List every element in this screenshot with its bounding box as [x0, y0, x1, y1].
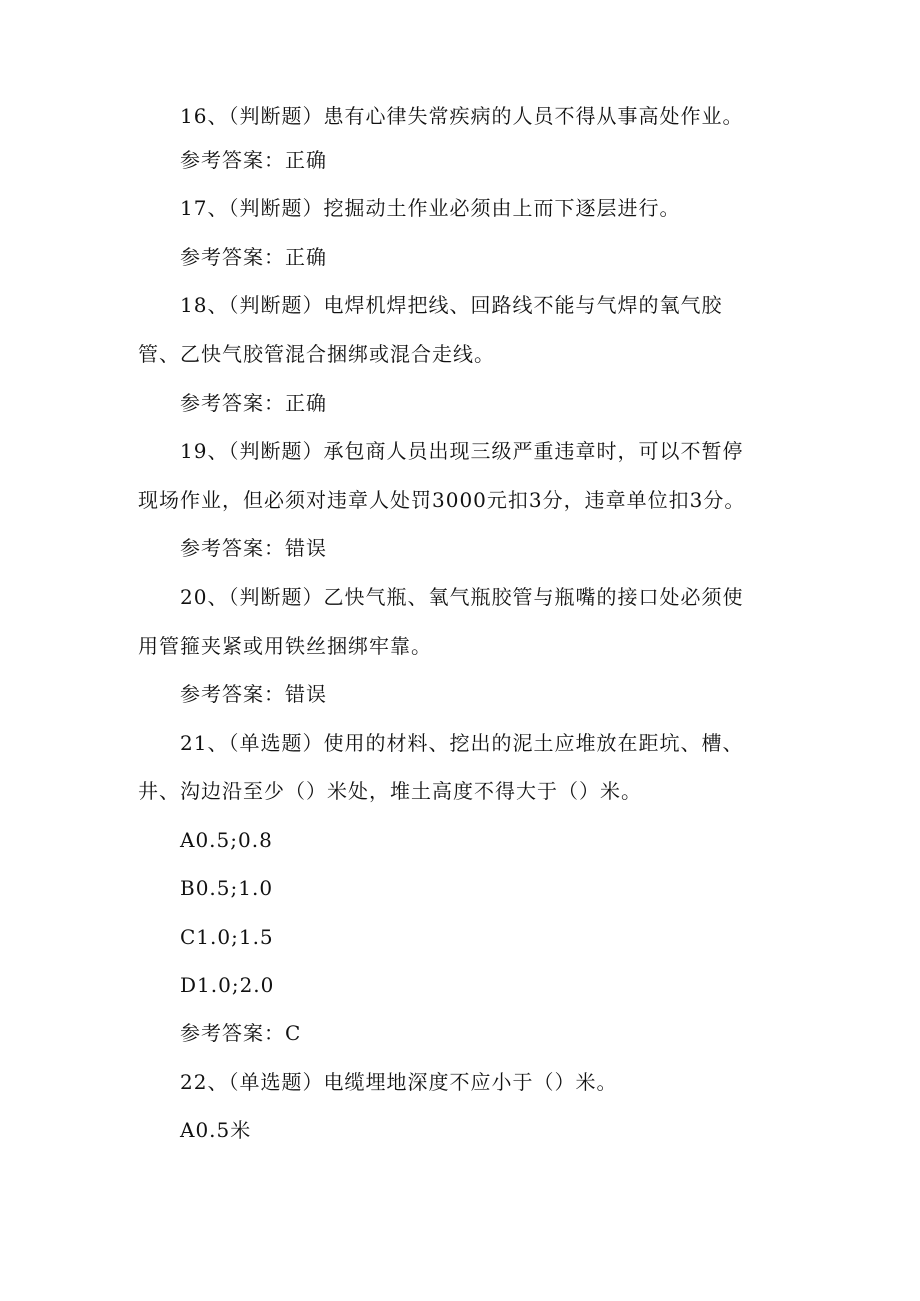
question-19-text-continued: 现场作业，但必须对违章人处罚3000元扣3分，违章单位扣3分。	[138, 488, 746, 512]
question-17-text: 17、（判断题）挖掘动土作业必须由上而下逐层进行。	[180, 196, 681, 220]
question-16-text: 16、（判断题）患有心律失常疾病的人员不得从事高处作业。	[180, 104, 744, 128]
option-a: A0.5米	[180, 1118, 252, 1142]
question-20-text: 20、（判断题）乙快气瓶、氧气瓶胶管与瓶嘴的接口处必须使	[180, 585, 744, 609]
answer-19: 参考答案：错误	[180, 536, 327, 560]
question-19-text: 19、（判断题）承包商人员出现三级严重违章时，可以不暂停	[180, 439, 744, 463]
question-18-text: 18、（判断题）电焊机焊把线、回路线不能与气焊的氧气胶	[180, 293, 723, 317]
answer-21: 参考答案：C	[180, 1021, 302, 1045]
answer-20: 参考答案：错误	[180, 682, 327, 706]
option-b: B0.5;1.0	[180, 876, 274, 900]
option-a: A0.5;0.8	[180, 828, 273, 852]
question-22-text: 22、（单选题）电缆埋地深度不应小于（）米。	[180, 1070, 618, 1094]
question-21-text-continued: 井、沟边沿至少（）米处，堆土高度不得大于（）米。	[138, 779, 642, 803]
question-20-text-continued: 用管箍夹紧或用铁丝捆绑牢靠。	[138, 634, 432, 658]
option-c: C1.0;1.5	[180, 925, 274, 949]
answer-17: 参考答案：正确	[180, 245, 327, 269]
option-d: D1.0;2.0	[180, 973, 275, 997]
question-21-text: 21、（单选题）使用的材料、挖出的泥土应堆放在距坑、槽、	[180, 731, 744, 755]
question-18-text-continued: 管、乙快气胶管混合捆绑或混合走线。	[138, 342, 495, 366]
answer-18: 参考答案：正确	[180, 391, 327, 415]
answer-16: 参考答案：正确	[180, 148, 327, 172]
